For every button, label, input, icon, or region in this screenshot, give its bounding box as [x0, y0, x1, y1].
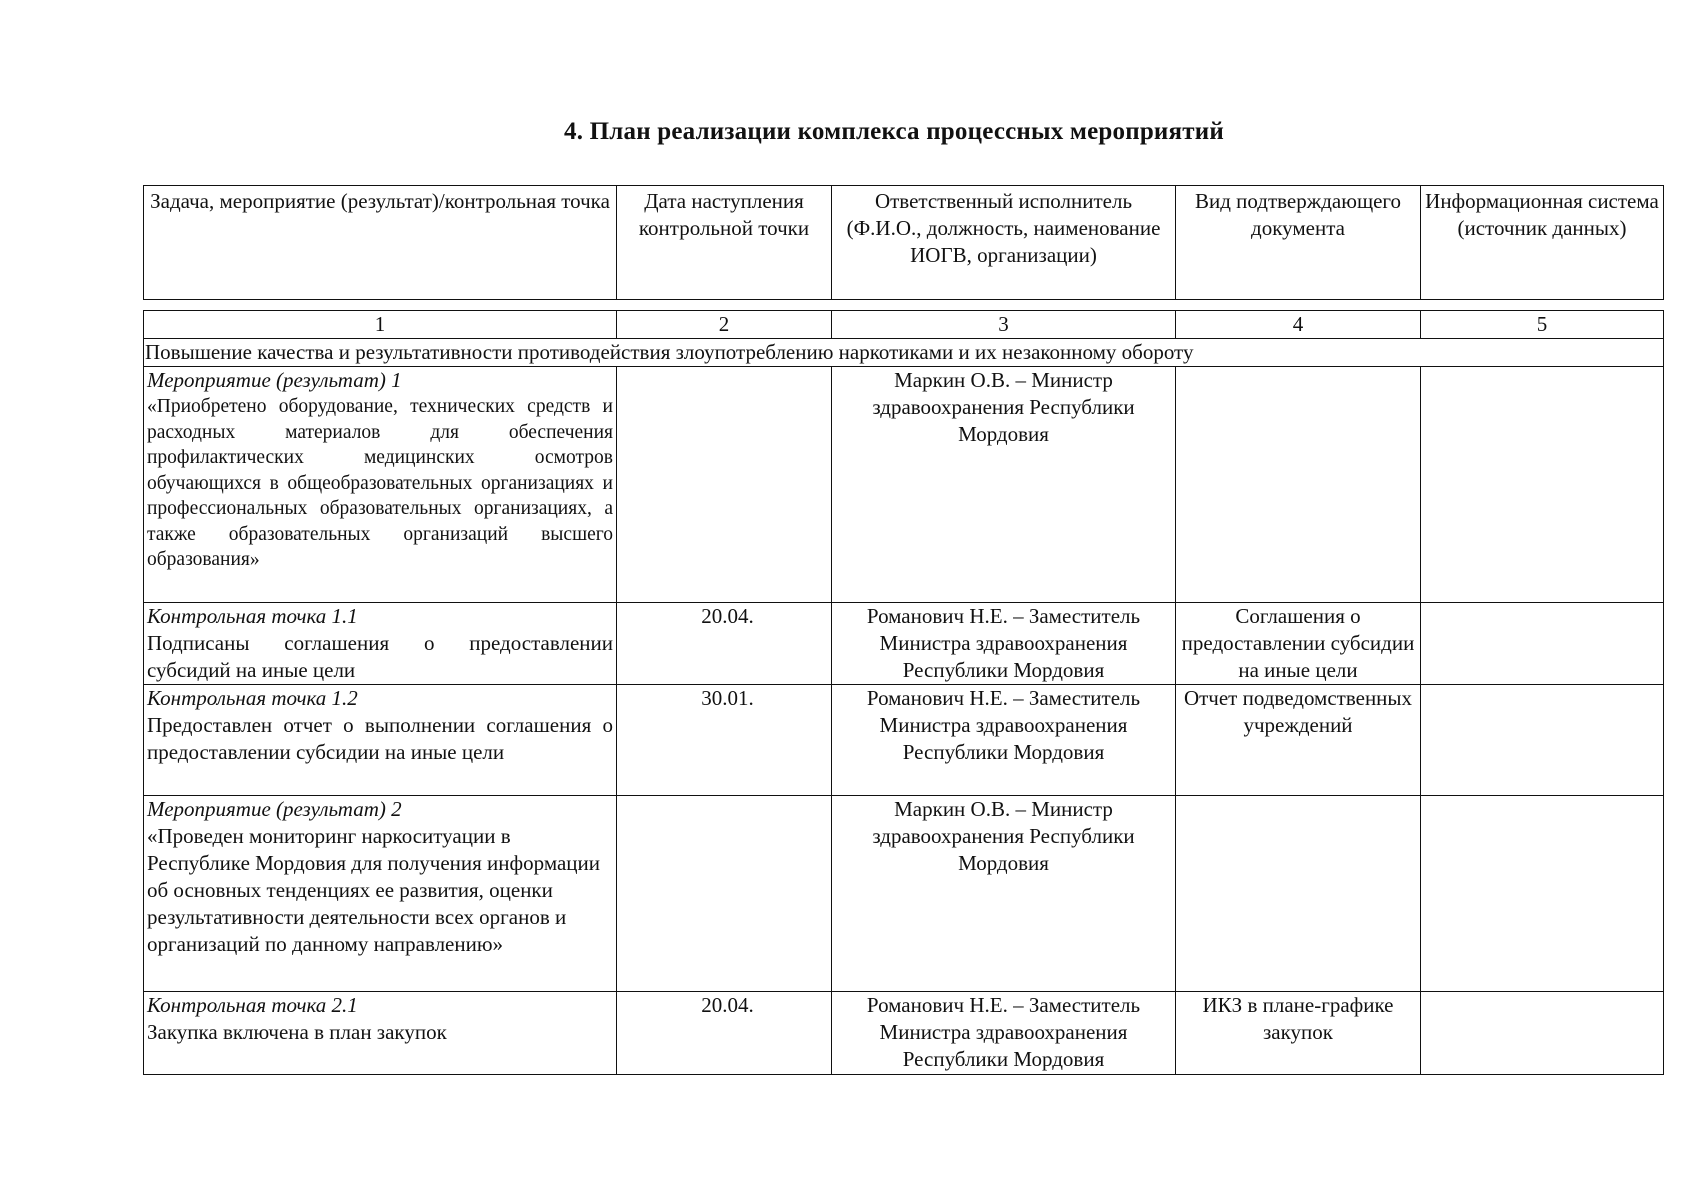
responsible-cell: Романович Н.Е. – Заместитель Министра здравоохранения Республики Мордовия	[832, 992, 1176, 1075]
column-number: 1	[144, 311, 617, 339]
table-row	[144, 603, 1664, 685]
document-cell: ИКЗ в плане-графике закупок	[1176, 992, 1421, 1075]
column-number: 4	[1176, 311, 1421, 339]
document-cell	[1176, 367, 1421, 603]
responsible-cell: Романович Н.Е. – Заместитель Министра здравоохранения Республики Мордовия	[832, 603, 1176, 685]
column-number: 3	[832, 311, 1176, 339]
section-row	[144, 339, 1664, 367]
page-title: 4. План реализации комплекса процессных мероприятий	[564, 118, 1224, 145]
date-cell: 20.04.	[617, 992, 832, 1075]
item-text: «Проведен мониторинг наркоситуации в Республике Мордовия для получения информации об основных тенденциях ее развития, оценки результативности деятельности всех органов и организаций по данному направлению»	[147, 824, 601, 956]
table-row	[144, 685, 1664, 796]
column-number-row	[144, 311, 1664, 339]
column-header-document: Вид подтверждающего документа	[1176, 186, 1421, 300]
system-cell	[1421, 367, 1664, 603]
task-cell	[144, 796, 617, 992]
item-text: «Приобретено оборудование, технических средств и расходных материалов для обеспечения профилактических медицинских осмотров обучающихся в общеобразовательных организациях и профессиональных образовательных организациях, а также образовательных организаций высшего образования»	[147, 396, 613, 570]
responsible-cell: Маркин О.В. – Министр здравоохранения Республики Мордовия	[832, 367, 1176, 603]
item-text: Подписаны соглашения о предоставлении субсидий на иные цели	[147, 631, 613, 682]
date-cell	[617, 796, 832, 992]
document-cell	[1176, 796, 1421, 992]
table-header	[143, 185, 1664, 300]
document-cell: Отчет подведомственных учреждений	[1176, 685, 1421, 796]
system-cell	[1421, 685, 1664, 796]
item-label: Контрольная точка 2.1	[147, 993, 358, 1017]
task-cell	[144, 992, 617, 1075]
responsible-cell: Романович Н.Е. – Заместитель Министра здравоохранения Республики Мордовия	[832, 685, 1176, 796]
system-cell	[1421, 796, 1664, 992]
item-label: Мероприятие (результат) 1	[147, 368, 402, 392]
section-title: Повышение качества и результативности противодействия злоупотреблению наркотиками и их незаконному обороту	[144, 339, 1664, 367]
column-number: 5	[1421, 311, 1664, 339]
date-cell: 30.01.	[617, 685, 832, 796]
document-cell: Соглашения о предоставлении субсидии на иные цели	[1176, 603, 1421, 685]
column-header-system: Информационная система (источник данных)	[1421, 186, 1664, 300]
item-label: Мероприятие (результат) 2	[147, 797, 402, 821]
system-cell	[1421, 992, 1664, 1075]
table-row	[144, 367, 1664, 603]
item-text: Предоставлен отчет о выполнении соглашения о предоставлении субсидии на иные цели	[147, 713, 613, 764]
date-cell: 20.04.	[617, 603, 832, 685]
item-label: Контрольная точка 1.2	[147, 686, 358, 710]
responsible-cell: Маркин О.В. – Министр здравоохранения Республики Мордовия	[832, 796, 1176, 992]
task-cell	[144, 685, 617, 796]
system-cell	[1421, 603, 1664, 685]
item-label: Контрольная точка 1.1	[147, 604, 358, 628]
table-row	[144, 796, 1664, 992]
column-header-responsible: Ответственный исполнитель (Ф.И.О., должность, наименование ИОГВ, организации)	[832, 186, 1176, 300]
date-cell	[617, 367, 832, 603]
column-header-date: Дата наступления контрольной точки	[617, 186, 832, 300]
task-cell	[144, 603, 617, 685]
column-number: 2	[617, 311, 832, 339]
task-cell	[144, 367, 617, 603]
table-row	[144, 992, 1664, 1075]
item-text: Закупка включена в план закупок	[147, 1020, 447, 1044]
plan-table	[143, 310, 1664, 1075]
column-header-task: Задача, мероприятие (результат)/контрольная точка	[144, 186, 617, 300]
